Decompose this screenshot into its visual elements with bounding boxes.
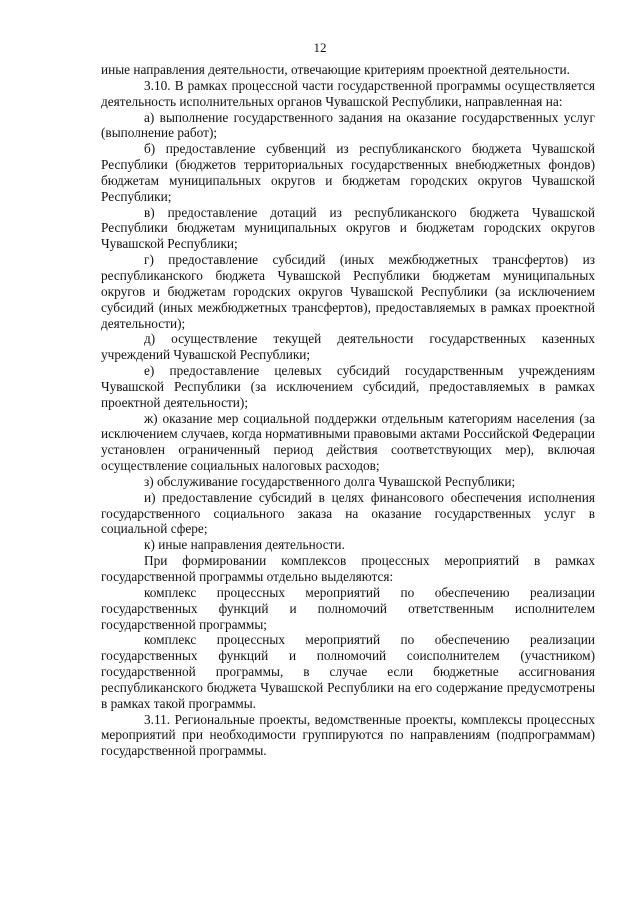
paragraph-section-3-11: 3.11. Региональные проекты, ведомственные проекты, комплексы процессных мероприятий при необходимости группируются по направлениям (подпрограммам) государственной программы. xyxy=(101,711,595,759)
list-item-b: б) предоставление субвенций из республиканского бюджета Чувашской Республики (бюджетов территориальных государственных внебюджетных фондов) бюджетам муниципальных округов и бюджетам городских округов Чувашской Республики; xyxy=(101,141,595,204)
list-item-v: в) предоставление дотаций из республиканского бюджета Чувашской Республики бюджетам муниципальных округов и бюджетам городских округов Чувашской Республики; xyxy=(101,204,595,252)
list-item-d: д) осуществление текущей деятельности государственных казенных учреждений Чувашской Республики; xyxy=(101,331,595,363)
paragraph-complex-coexecutor: комплекс процессных мероприятий по обеспечению реализации государственных функций и полномочий соисполнителем (участником) государственной программы, в случае если бюджетные ассигнования республиканского бюджета Чувашской Республики на его содержание предусмотрены в рамках такой программы. xyxy=(101,632,595,711)
list-item-a: а) выполнение государственного задания на оказание государственных услуг (выполнение работ); xyxy=(101,109,595,141)
document-body xyxy=(101,62,595,759)
paragraph-continuation: иные направления деятельности, отвечающие критериям проектной деятельности. xyxy=(101,62,570,77)
page-number: 12 xyxy=(313,40,327,55)
list-item-k: к) иные направления деятельности. xyxy=(144,537,345,553)
list-item-z: з) обслуживание государственного долга Чувашской Республики; xyxy=(144,473,516,489)
paragraph-complex-responsible: комплекс процессных мероприятий по обеспечению реализации государственных функций и полномочий ответственным исполнителем государственной программы; xyxy=(101,584,595,632)
list-item-i: и) предоставление субсидий в целях финансового обеспечения исполнения государственного социального заказа на оказание государственных услуг в социальной сфере; xyxy=(101,489,595,537)
paragraph-section-3-10: 3.10. В рамках процессной части государственной программы осуществляется деятельность исполнительных органов Чувашской Республики, направленная на: xyxy=(101,77,595,109)
list-item-e: е) предоставление целевых субсидий государственным учреждениям Чувашской Республики (за исключением субсидий, предоставляемых в рамках проектной деятельности); xyxy=(101,363,595,410)
list-item-zh: ж) оказание мер социальной поддержки отдельным категориям населения (за исключением случаев, когда нормативными правовыми актами Российской Федерации установлен ограниченный период действия соответствующих мер), включая осуществление социальных налоговых расходов; xyxy=(101,410,595,474)
list-item-g: г) предоставление субсидий (иных межбюджетных трансфертов) из республиканского бюджета Чувашской Республики бюджетам муниципальных округов и бюджетам городских округов Чувашской Республики (за исключением субсидий (иных межбюджетных трансфертов), предоставляемых в рамках проектной деятельности); xyxy=(101,252,595,331)
paragraph-process-complexes: При формировании комплексов процессных мероприятий в рамках государственной программы отдельно выделяются: xyxy=(101,553,595,584)
